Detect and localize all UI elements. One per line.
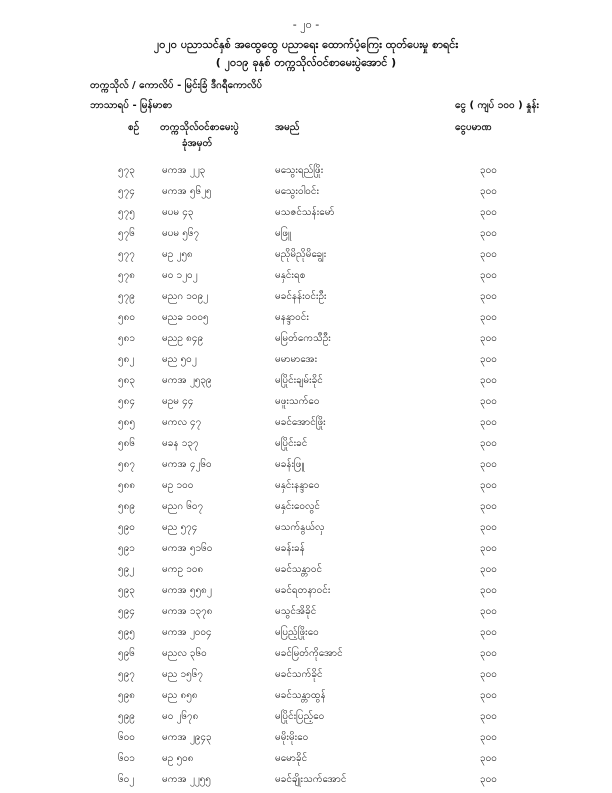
table-row [0,436,612,457]
row-number: ၆၀၂ [118,774,135,785]
row-number: ၅၈၃ [118,375,135,386]
student-name: မမာမာအေး [275,354,318,365]
student-name: မပြည့်ဖြိုးဝေ [275,627,319,638]
table-row [0,247,612,268]
student-name: မခန်းခန် [275,543,305,554]
student-name: မခင်သန္တာဝင် [275,564,322,575]
table-row [0,520,612,541]
table-row [0,730,612,751]
exam-roll-number: မည ၁၅၆၇ [162,669,204,680]
column-header-no: စဉ် [128,122,140,133]
table-row [0,772,612,793]
amount: ၃၀၀ [480,522,497,533]
row-number: ၅၉၉ [118,711,135,722]
student-name: မနန္ဒာဝင်း [275,312,309,323]
amount: ၃၀၀ [480,291,497,302]
university-line: တက္ကသိုလ် / ကောလိပ် - မြင်းခြံ ဒီဂရီကောလိပ် [90,80,263,91]
exam-roll-number: မကအ ၅၅၈၂ [162,585,212,596]
column-header-amount: ငွေပမာဏ [455,122,492,133]
amount: ၃၀၀ [480,732,497,743]
exam-roll-number: မကအ ၂၂၃ [162,165,206,176]
document-title: ၂၀၂၀ ပညာသင်နှစ် အထွေထွေ ပညာရေး ထောက်ပံ့ကြေး ထုတ်ပေးမှု စာရင်း [153,38,459,51]
amount: ၃၀၀ [480,606,497,617]
table-row [0,667,612,688]
row-number: ၅၈၄ [118,396,135,407]
table-row [0,268,612,289]
exam-roll-number: မကအ ၂၀၀၄ [162,627,212,638]
exam-roll-number: မဥမ ၄၄ [162,396,194,407]
student-name: မခင်ချိုးသက်အောင် [275,774,347,785]
amount: ၃၀၀ [480,690,497,701]
table-row [0,163,612,184]
amount: ၃၀၀ [480,459,497,470]
student-name: မဖူးသက်ဝေ [275,396,320,407]
student-name: မဖြူ [275,228,291,239]
amount: ၃၀၀ [480,396,497,407]
table-row [0,331,612,352]
page-number: - ၂၀ - [292,18,320,31]
row-number: ၅၉၇ [118,669,135,680]
student-name: မပြိုင်းပြည့်ဝေ [275,711,325,722]
student-name: မနှင်းဝေလွင် [275,501,320,512]
rate-line: ငွေ ( ကျပ် ၁၀၀ ) နှုန်း [455,100,540,111]
student-name: မခင်အောင်ဖြိုး [275,417,326,428]
amount: ၃၀၀ [480,312,497,323]
table-row [0,457,612,478]
student-name: မသွင်အိခိုင် [275,606,317,617]
amount: ၃၀၀ [480,774,497,785]
table-row [0,226,612,247]
row-number: ၅၉၃ [118,585,135,596]
amount: ၃၀၀ [480,585,497,596]
student-name: မပြိုင်းခင် [275,438,308,449]
student-name: မသွေးဝါဝင်း [275,186,320,197]
column-header-reg-number: ခုံအမှတ် [182,138,213,149]
student-name: မမောခိုင် [275,753,308,764]
exam-roll-number: မကလ ၄၇ [162,417,202,428]
amount: ၃၀၀ [480,270,497,281]
exam-roll-number: မကအ ၅၁၆၀ [162,543,213,554]
table-body [0,163,612,793]
row-number: ၆၀၀ [118,732,135,743]
amount: ၃၀၀ [480,564,497,575]
student-name: မနှင်းနန္ဒာဝေ [275,480,320,491]
exam-roll-number: မကဥ ၁၀၈ [162,564,204,575]
amount: ၃၀၀ [480,165,497,176]
student-name: မခင်မြတ်ကိုအောင် [275,648,343,659]
exam-roll-number: မဥ ၁၀၀ [162,480,194,491]
row-number: ၅၇၅ [118,207,135,218]
amount: ၃၀၀ [480,669,497,680]
row-number: ၅၇၇ [118,249,135,260]
row-number: ၅၇၉ [118,291,135,302]
table-row [0,310,612,331]
exam-roll-number: မညခ ၁၀၀၅ [162,312,209,323]
exam-roll-number: မညဂ ၆၀၇ [162,501,204,512]
row-number: ၅၈၁ [118,333,135,344]
table-row [0,541,612,562]
student-name: မမြတ်ကေသီဦး [275,333,331,344]
exam-roll-number: မည ၅၀၂ [162,354,197,365]
exam-roll-number: မညလ ၃၆၀ [162,648,207,659]
amount: ၃၀၀ [480,417,497,428]
amount: ၃၀၀ [480,186,497,197]
exam-roll-number: မကအ ၁၃၇၈ [162,606,213,617]
table-row [0,499,612,520]
column-header-name: အမည် [275,122,300,133]
table-row [0,478,612,499]
amount: ၃၀၀ [480,501,497,512]
table-row [0,625,612,646]
exam-roll-number: မကအ ၅၆၂၅ [162,186,212,197]
exam-roll-number: မကအ ၂၂၅၅ [162,774,211,785]
table-row [0,562,612,583]
student-name: မနှင်းရစ [275,270,306,281]
row-number: ၅၈၉ [118,501,135,512]
exam-roll-number: မခန ၁၃၇ [162,438,199,449]
amount: ၃၀၀ [480,375,497,386]
exam-roll-number: မညဂ ၁၀၉၂ [162,291,209,302]
exam-roll-number: မဥ ၂၅၈ [162,249,193,260]
student-name: မခင်သန္တာထွန် [275,690,326,701]
row-number: ၅၈၀ [118,312,135,323]
subject-line: ဘာသာရပ် - မြန်မာစာ [90,100,173,111]
exam-roll-number: မပမ ၅၆၇ [162,228,200,239]
row-number: ၅၇၆ [118,228,135,239]
exam-roll-number: မည ၈၅၈ [162,690,198,701]
table-row [0,751,612,772]
table-row [0,646,612,667]
row-number: ၅၈၅ [118,417,135,428]
row-number: ၆၀၁ [118,753,135,764]
amount: ၃၀၀ [480,333,497,344]
student-name: မမိုးမိုးဝေ [275,732,309,743]
amount: ၃၀၀ [480,753,497,764]
amount: ၃၀၀ [480,711,497,722]
row-number: ၅၉၁ [118,543,135,554]
student-name: မညိုမိညိုမိချွေး [275,249,327,260]
amount: ၃၀၀ [480,543,497,554]
student-name: မသွေးရည်ဖြိုး [275,165,324,176]
exam-roll-number: မကအ ၂၉၄၃ [162,732,212,743]
exam-roll-number: မဝ ၁၂၀၂ [162,270,198,281]
row-number: ၅၉၀ [118,522,135,533]
row-number: ၅၇၄ [118,186,135,197]
amount: ၃၀၀ [480,648,497,659]
row-number: ၅၈၇ [118,459,135,470]
row-number: ၅၈၂ [118,354,135,365]
student-name: မသက်နွယ်လှ [275,522,325,533]
amount: ၃၀၀ [480,207,497,218]
exam-roll-number: မဝ ၂၆၇၈ [162,711,199,722]
row-number: ၅၉၄ [118,606,135,617]
student-name: မခင်ရတနာဝင်း [275,585,331,596]
exam-roll-number: မကအ ၄၂၆၀ [162,459,212,470]
exam-roll-number: မပမ ၄၃ [162,207,194,218]
table-row [0,352,612,373]
row-number: ၅၈၈ [118,480,136,491]
exam-roll-number: မကအ ၂၅၃၉ [162,375,212,386]
table-row [0,373,612,394]
amount: ၃၀၀ [480,438,497,449]
table-row [0,709,612,730]
table-row [0,289,612,310]
amount: ၃၀၀ [480,354,497,365]
table-row [0,604,612,625]
row-number: ၅၉၈ [118,690,135,701]
student-name: မခင်နန်းဝင်းဦး [275,291,327,302]
table-row [0,583,612,604]
table-row [0,184,612,205]
column-header-reg: တက္ကသိုလ်ဝင်စာမေးပွဲ [160,122,239,133]
amount: ၃၀၀ [480,480,497,491]
amount: ၃၀၀ [480,249,497,260]
row-number: ၅၉၆ [118,648,135,659]
amount: ၃၀၀ [480,627,497,638]
document-subtitle: ( ၂၀၁၉ ခုနှစ် တက္ကသိုလ်ဝင်စာမေးပွဲအောင် ) [215,56,397,69]
exam-roll-number: မညဥ ၈၄၉ [162,333,204,344]
student-name: မသဇင်သန်းမော် [275,207,335,218]
row-number: ၅၉၅ [118,627,135,638]
student-name: မပြိုင်းချမ်းခိုင် [275,375,323,386]
table-row [0,688,612,709]
table-row [0,394,612,415]
exam-roll-number: မည ၅၇၄ [162,522,198,533]
row-number: ၅၇၃ [118,165,135,176]
row-number: ၅၇၈ [118,270,135,281]
row-number: ၅၈၆ [118,438,135,449]
amount: ၃၀၀ [480,228,497,239]
student-name: မခန်းဖြူ [275,459,305,470]
table-row [0,205,612,226]
row-number: ၅၉၂ [118,564,135,575]
exam-roll-number: မဥ ၅၀၈ [162,753,194,764]
table-row [0,415,612,436]
student-name: မခင်သက်ခိုင် [275,669,323,680]
